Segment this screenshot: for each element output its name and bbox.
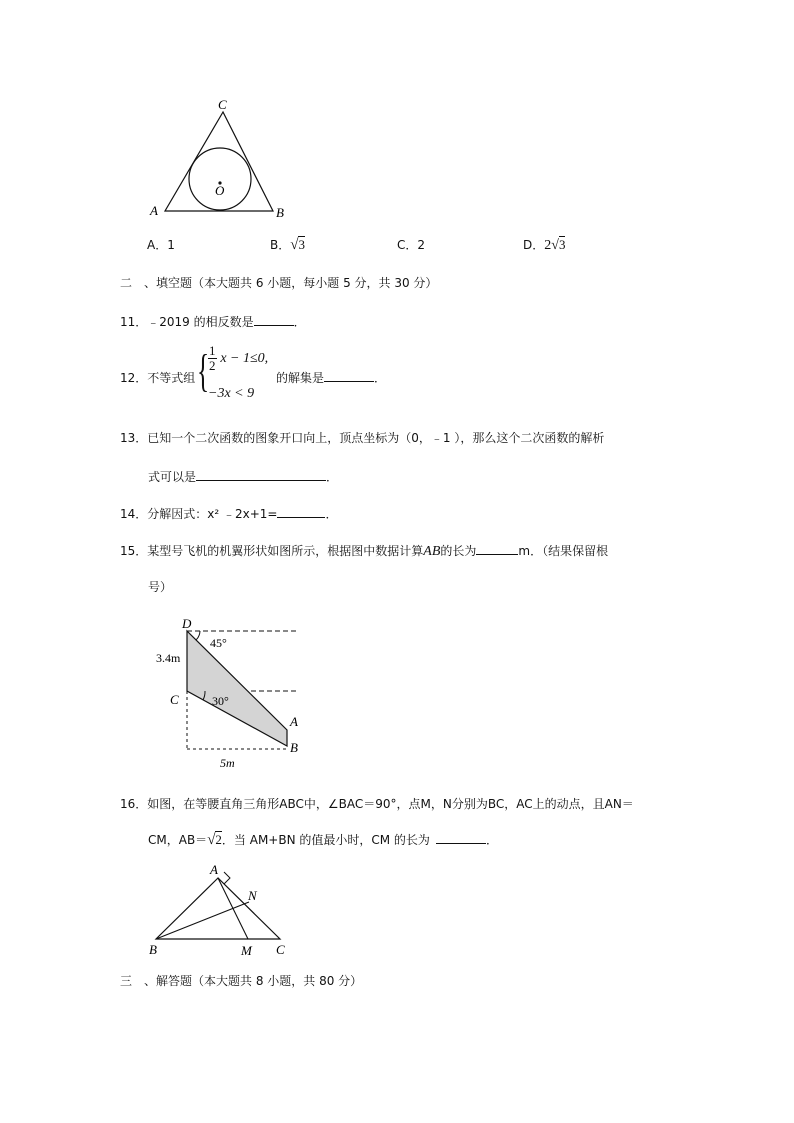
question-15-line-1: 15．某型号飞机的机翼形状如图所示，根据图中数据计算AB的长为 m．（结果保留根 [120, 544, 609, 559]
length-dc: 3.4m [156, 651, 181, 665]
label-n: N [248, 888, 257, 903]
label-a: A [210, 862, 218, 877]
answer-blank-16[interactable] [436, 831, 486, 844]
right-angle-mark [224, 872, 230, 884]
option-b: B．√3 [270, 237, 305, 253]
label-o: O [215, 183, 225, 198]
question-13-line-2: 式可以是 ． [148, 470, 339, 484]
question-13-line-1: 13．已知一个二次函数的图象开口向上，顶点坐标为（0，﹣1 ），那么这个二次函数的解析 [120, 431, 605, 445]
wing-shape [187, 631, 287, 746]
label-a: A [290, 714, 298, 729]
length-bottom: 5m [220, 756, 235, 770]
segment-bn [156, 902, 249, 939]
label-b: B [290, 740, 298, 755]
angle-arc-45 [196, 631, 200, 640]
answer-blank-13[interactable] [196, 468, 326, 481]
question-11: 11．﹣2019 的相反数是 ． [120, 315, 306, 329]
label-b: B [149, 942, 157, 957]
option-d: D．2√3 [523, 237, 566, 253]
label-b: B [276, 205, 284, 220]
question-15-line-2: 号） [148, 580, 173, 594]
question-16-line-1: 16．如图，在等腰直角三角形ABC中，∠BAC＝90°，点M，N分别为BC，AC上的动点，且AN＝ [120, 797, 634, 811]
triangle-abc [156, 878, 280, 939]
answer-blank-14[interactable] [277, 505, 325, 518]
section-3-title: 三 、解答题（本大题共 8 小题，共 80 分） [120, 974, 363, 988]
incircle [189, 148, 251, 210]
label-c: C [218, 97, 227, 112]
answer-blank-12[interactable] [324, 369, 374, 382]
angle-30: 30° [212, 694, 229, 708]
option-c: C．2 [397, 238, 426, 252]
wing-figure [150, 612, 310, 777]
angle-45: 45° [210, 636, 227, 650]
question-14: 14．分解因式：x² ﹣2x+1= ． [120, 507, 338, 521]
label-m: M [241, 943, 252, 958]
question-16-line-2: CM，AB＝√2．当 AM+BN 的值最小时，CM 的长为 ． [148, 832, 498, 848]
option-a: A．1 [147, 238, 175, 252]
answer-blank-11[interactable] [254, 313, 294, 326]
system-brace: { [196, 345, 210, 396]
section-2-title: 二 、填空题（本大题共 6 小题，每小题 5 分，共 30 分） [120, 276, 438, 290]
label-d: D [182, 616, 192, 631]
isosceles-right-triangle-figure [140, 858, 300, 963]
label-c: C [170, 692, 179, 707]
inequality-1: $\frac{1}{2}$ x − 1≤0, [209, 343, 269, 373]
inequality-2: −3x < 9 [208, 386, 255, 401]
label-c: C [276, 942, 285, 957]
answer-blank-15[interactable] [476, 542, 518, 555]
triangle-incircle-figure [140, 95, 300, 225]
label-a: A [150, 203, 158, 218]
